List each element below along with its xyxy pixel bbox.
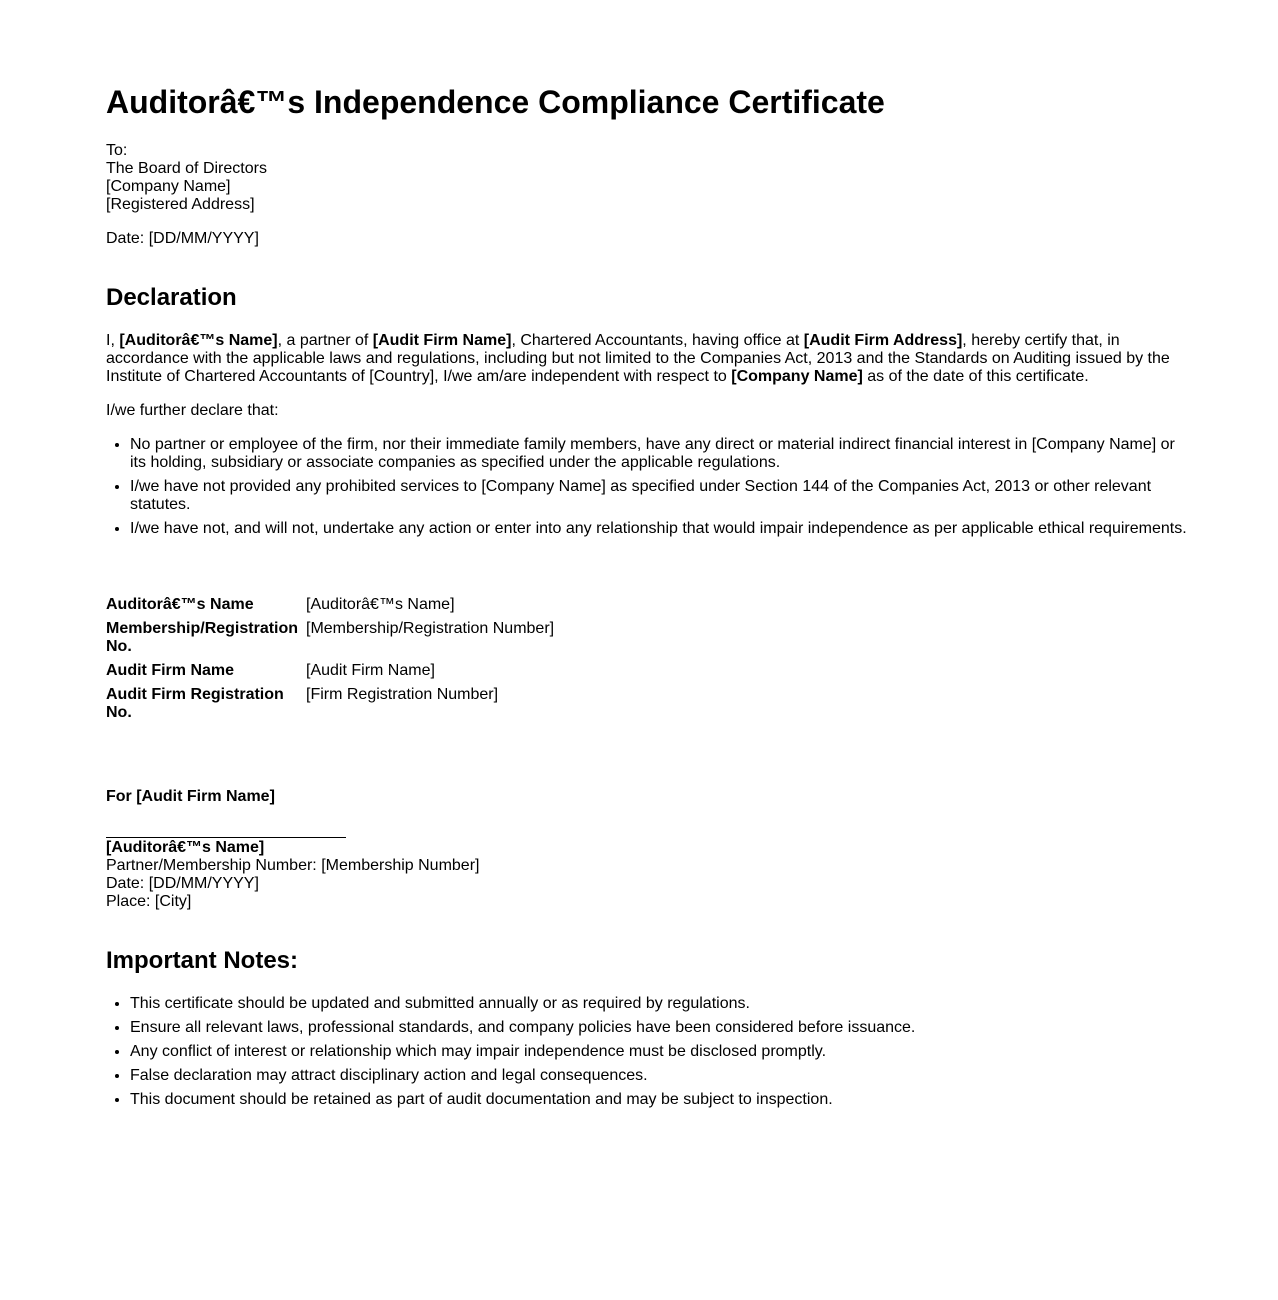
- list-item: • No partner or employee of the firm, nor their immediate family members, have any direct or material indirect financial interest in [Company Name] or its holding, subsidiary or associate companies as specified under the applicable regulations.: [130, 436, 1192, 472]
- decl-firm-address: [Audit Firm Address]: [803, 332, 963, 349]
- decl-text: as of the date of this certificate.: [862, 368, 1089, 385]
- declaration-list: [106, 436, 1192, 544]
- addressee-to: To:: [106, 142, 128, 159]
- detail-value: [Audit Firm Name]: [306, 662, 435, 679]
- page-title: Auditorâ€™s Independence Compliance Certificate: [106, 84, 885, 120]
- signature-block: [106, 839, 479, 911]
- signatory-membership: Partner/Membership Number: [Membership Number]: [106, 857, 480, 874]
- list-item: • This document should be retained as part of audit documentation and may be subject to inspection.: [130, 1091, 1192, 1109]
- declaration-heading: Declaration: [106, 284, 237, 311]
- table-row: [106, 686, 554, 722]
- list-item: • False declaration may attract disciplinary action and legal consequences.: [130, 1067, 1192, 1085]
- notes-list: [106, 995, 1192, 1115]
- decl-text: , a partner of: [277, 332, 373, 349]
- addressee-block: [106, 142, 267, 214]
- signatory-name: [Auditorâ€™s Name]: [106, 839, 265, 856]
- for-firm: For [Audit Firm Name]: [106, 788, 275, 805]
- further-declare: I/we further declare that:: [106, 402, 279, 419]
- decl-firm-name: [Audit Firm Name]: [372, 332, 512, 349]
- list-item: • I/we have not provided any prohibited services to [Company Name] as specified under Section 144 of the Companies Act, 2013 or other relevant statutes.: [130, 478, 1192, 514]
- addressee-address: [Registered Address]: [106, 196, 255, 213]
- detail-label: Audit Firm Registration No.: [106, 686, 284, 721]
- signature-date: Date: [DD/MM/YYYY]: [106, 875, 259, 892]
- table-row: [106, 596, 554, 614]
- table-row: [106, 620, 554, 656]
- detail-label: Membership/Registration No.: [106, 620, 299, 655]
- list-item: • Ensure all relevant laws, professional standards, and company policies have been considered before issuance.: [130, 1019, 1192, 1037]
- decl-text: , hereby certify that, in accordance with the applicable laws and regulations, including but not limited to the Companies Act, 2013 and the Standards on Auditing issued by the Institute of Chartered Accountants of [Country], I/we am/are independent with respect to: [106, 332, 1170, 385]
- declaration-paragraph: [106, 332, 1176, 386]
- detail-label: Auditorâ€™s Name: [106, 596, 254, 613]
- notes-heading: Important Notes:: [106, 947, 298, 974]
- decl-text: , Chartered Accountants, having office at: [511, 332, 804, 349]
- detail-value: [Membership/Registration Number]: [306, 620, 555, 637]
- certificate-date: Date: [DD/MM/YYYY]: [106, 230, 259, 247]
- detail-value: [Auditorâ€™s Name]: [306, 596, 455, 613]
- detail-label: Audit Firm Name: [106, 662, 235, 679]
- list-item: • I/we have not, and will not, undertake any action or enter into any relationship that would impair independence as per applicable ethical requirements.: [130, 520, 1192, 538]
- addressee-company: [Company Name]: [106, 178, 231, 195]
- list-item: • This certificate should be updated and submitted annually or as required by regulations.: [130, 995, 1192, 1013]
- addressee-board: The Board of Directors: [106, 160, 267, 177]
- detail-value: [Firm Registration Number]: [306, 686, 499, 703]
- details-table: [104, 590, 556, 728]
- signature-place: Place: [City]: [106, 893, 192, 910]
- decl-auditor-name: [Auditorâ€™s Name]: [119, 332, 278, 349]
- table-row: [106, 662, 554, 680]
- decl-text: I,: [106, 332, 120, 349]
- decl-company-name: [Company Name]: [731, 368, 863, 385]
- signature-line: [106, 837, 346, 838]
- list-item: • Any conflict of interest or relationship which may impair independence must be disclosed promptly.: [130, 1043, 1192, 1061]
